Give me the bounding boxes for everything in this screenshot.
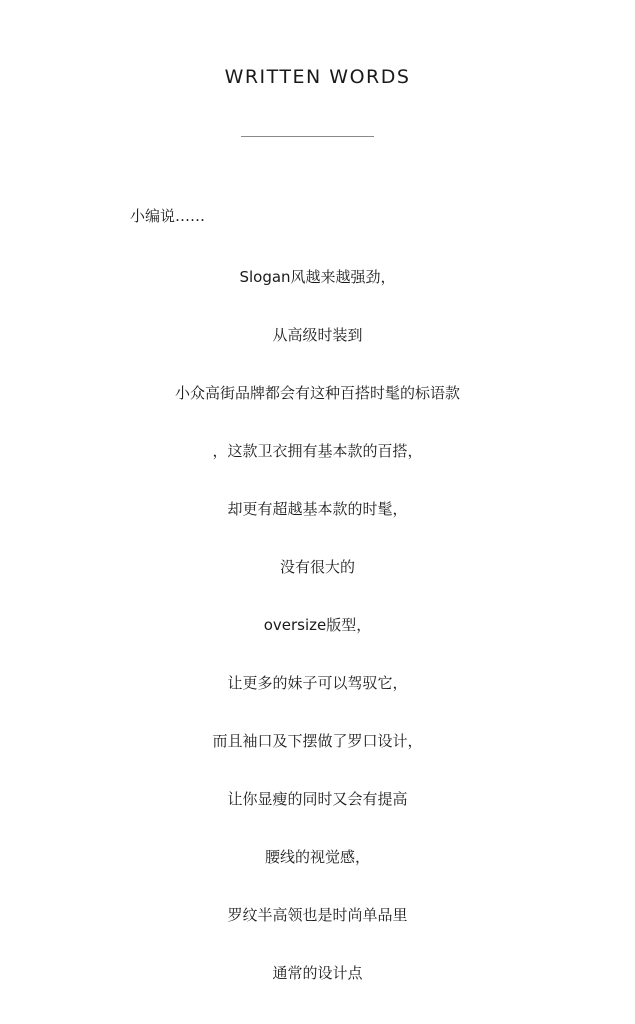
body-line: 让更多的妹子可以驾驭它，	[227, 674, 408, 692]
section-heading: WRITTEN WORDS	[224, 66, 411, 88]
body-line: 没有很大的	[279, 558, 355, 576]
body-line: 让你显瘦的同时又会有提高	[227, 790, 408, 808]
body-line: 罗纹半高领也是时尚单品里	[227, 906, 408, 924]
intro-text: 小编说……	[130, 207, 206, 225]
body-line: 却更有超越基本款的时髦，	[227, 500, 408, 518]
body-line: 通常的设计点	[272, 964, 363, 982]
body-line: Slogan风越来越强劲，	[239, 268, 396, 286]
body-line: 而且袖口及下摆做了罗口设计，	[212, 732, 423, 750]
body-line: ，这款卫衣拥有基本款的百搭，	[212, 442, 423, 460]
body-line: oversize版型，	[263, 616, 372, 634]
body-line: 小众高街品牌都会有这种百搭时髦的标语款	[174, 384, 460, 402]
body-line: 腰线的视觉感，	[264, 848, 370, 866]
body-line: 从高级时装到	[272, 326, 363, 344]
heading-divider	[241, 136, 374, 137]
